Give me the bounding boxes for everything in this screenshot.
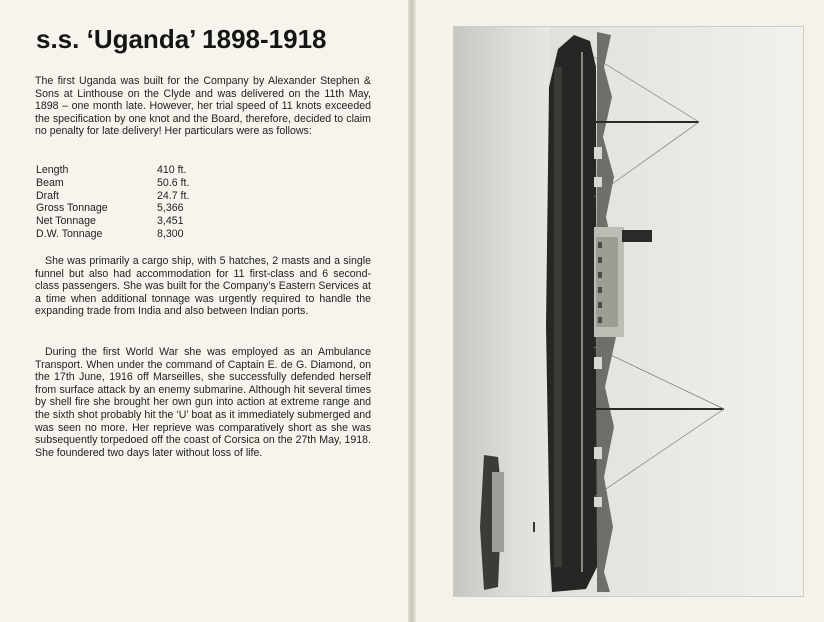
ship-photograph	[453, 26, 804, 597]
page-title: s.s. ‘Uganda’ 1898-1918	[36, 24, 327, 54]
spec-label: Net Tonnage	[36, 215, 96, 228]
ship-particulars-table	[36, 164, 189, 241]
spec-value: 8,300	[157, 227, 184, 240]
spec-label: D.W. Tonnage	[36, 227, 103, 240]
book-gutter	[408, 0, 416, 622]
spec-label: Length	[36, 164, 69, 176]
spec-value: 410 ft.	[157, 164, 187, 176]
war-paragraph-text: During the first World War she was employed as an Ambulance Transport. When under the command of Captain E. de G. Diamond, on the 17th June, 1916 off Marseilles, she successfully defended herself from surface attack by an enemy submarine. Although hit several times by shell fire she brought her own gun into action at extreme range and the sixth shot probably hit the ‘U’ boat as it immediately submerged and was seen no more. Her reprieve was comparatively short as she was subsequently torpedoed off the coast of Corsica on the 27th May, 1918. She foundered two days later without loss of life.	[35, 346, 371, 459]
spec-label: Draft	[36, 189, 59, 202]
spec-row	[36, 190, 189, 203]
ship-funnel	[622, 230, 652, 242]
spec-label: Gross Tonnage	[36, 202, 108, 215]
cargo-paragraph	[35, 255, 371, 318]
spec-value: 3,451	[157, 215, 184, 228]
spec-value: 5,366	[157, 202, 184, 215]
spec-row	[36, 228, 189, 241]
spec-value: 24.7 ft.	[157, 189, 190, 202]
ship-hull	[546, 35, 597, 592]
spec-row	[36, 215, 189, 228]
war-paragraph	[35, 346, 371, 459]
spec-row	[36, 202, 189, 215]
spec-label: Beam	[36, 176, 64, 189]
spec-row	[36, 177, 189, 190]
cargo-paragraph-text: She was primarily a cargo ship, with 5 hatches, 2 masts and a single funnel but also had accommodation for 11 first-class and 6 second-class passengers. She was built for the Company’s Eastern Services at a time when additional tonnage was urgently required to handle the expanding trade from India and also between Indian ports.	[35, 255, 371, 318]
spec-row	[36, 164, 189, 177]
intro-paragraph: The first Uganda was built for the Company by Alexander Stephen & Sons at Linthouse on the Clyde and was delivered on the 11th May, 1898 – one month late. However, her trial speed of 11 knots exceeded the specification by one knot and the Board, therefore, decided to claim no penalty for late delivery! Her particulars were as follows:	[35, 75, 371, 138]
spec-value: 50.6 ft.	[157, 176, 190, 189]
